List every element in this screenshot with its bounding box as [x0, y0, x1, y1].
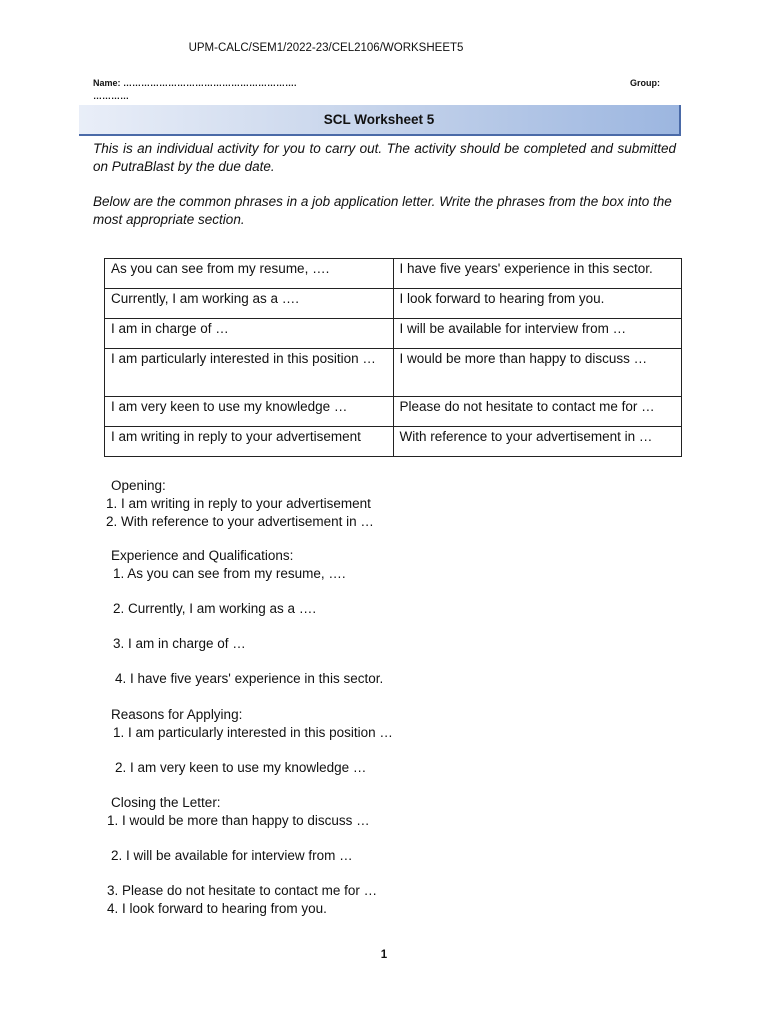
section-closing: [106, 794, 221, 812]
table-row: [105, 349, 682, 397]
section-opening: [106, 477, 374, 531]
section-heading: Closing the Letter:: [111, 795, 221, 810]
answer-item: 2. With reference to your advertisement in …: [106, 514, 374, 529]
instruction-paragraph-1: This is an individual activity for you to carry out. The activity should be completed and submitted on PutraBlast by the due date.: [93, 141, 676, 174]
table-cell: With reference to your advertisement in …: [393, 427, 682, 457]
answer-item: 2. Currently, I am working as a ….: [113, 601, 317, 616]
table-cell: Please do not hesitate to contact me for …: [393, 397, 682, 427]
phrase-box-table: [104, 258, 682, 457]
worksheet-title-banner: [79, 105, 681, 136]
worksheet-title: SCL Worksheet 5: [323, 112, 435, 127]
answer-item: 4. I look forward to hearing from you.: [107, 901, 327, 916]
answer-item: 1. I would be more than happy to discuss …: [107, 813, 370, 828]
section-reasons: [106, 706, 242, 724]
instruction-paragraph-2: Below are the common phrases in a job application letter. Write the phrases from the box into the most appropriate section.: [93, 194, 672, 227]
name-field-label: Name: ………………………………………………….: [93, 78, 297, 88]
table-row: [105, 319, 682, 349]
name-field-continuation: …………: [93, 91, 129, 101]
answer-item: 4. I have five years' experience in this sector.: [115, 671, 384, 686]
section-heading: Reasons for Applying:: [111, 707, 243, 722]
table-row: [105, 397, 682, 427]
group-field-label: Group:: [630, 78, 660, 88]
section-heading: Experience and Qualifications:: [111, 548, 294, 563]
table-row: [105, 289, 682, 319]
table-row: [105, 427, 682, 457]
table-cell: I am in charge of …: [105, 319, 394, 349]
answer-item: 3. Please do not hesitate to contact me for …: [107, 883, 378, 898]
answer-item: 3. I am in charge of …: [113, 636, 246, 651]
answer-item: 2. I will be available for interview from …: [111, 848, 353, 863]
table-cell: I am very keen to use my knowledge …: [105, 397, 394, 427]
table-cell: As you can see from my resume, ….: [105, 259, 394, 289]
answer-item: 1. I am writing in reply to your advertisement: [106, 496, 371, 511]
document-code: UPM-CALC/SEM1/2022-23/CEL2106/WORKSHEET5: [188, 42, 464, 54]
table-cell: I have five years' experience in this sector.: [393, 259, 682, 289]
section-heading: Opening:: [111, 478, 166, 493]
table-cell: I look forward to hearing from you.: [393, 289, 682, 319]
table-cell: I will be available for interview from …: [393, 319, 682, 349]
section-experience: [106, 547, 293, 565]
page-number: 1: [380, 949, 388, 961]
table-row: [105, 259, 682, 289]
answer-item: 1. As you can see from my resume, ….: [113, 566, 346, 581]
table-cell: Currently, I am working as a ….: [105, 289, 394, 319]
table-cell: I am particularly interested in this position …: [105, 349, 394, 397]
answer-item: 1. I am particularly interested in this position …: [113, 725, 393, 740]
table-cell: I am writing in reply to your advertisement: [105, 427, 394, 457]
answer-item: 2. I am very keen to use my knowledge …: [115, 760, 367, 775]
table-cell: I would be more than happy to discuss …: [393, 349, 682, 397]
